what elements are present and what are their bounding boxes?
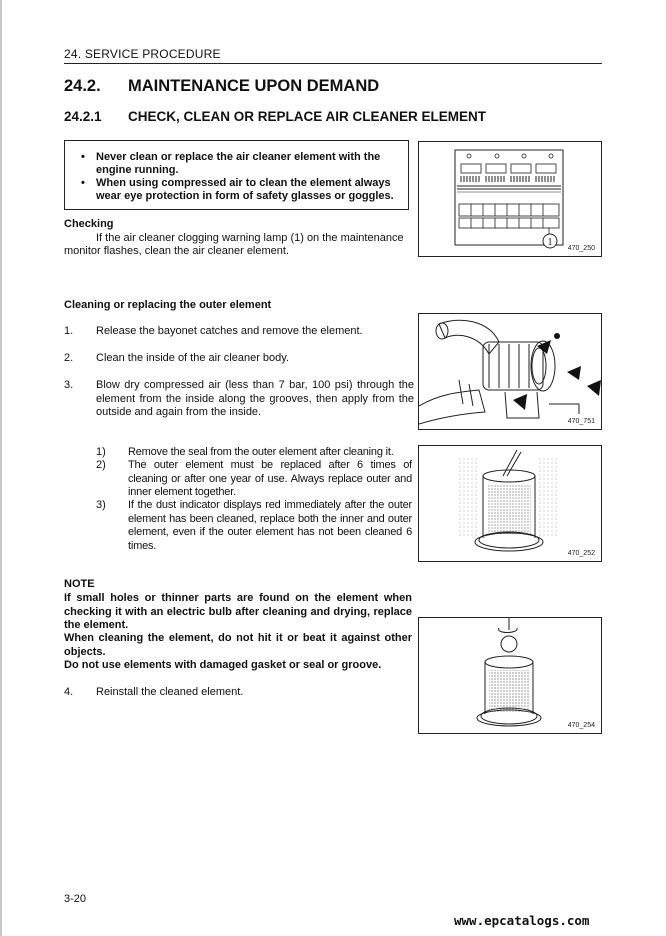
step-1 [64,325,414,339]
figure-caption: 470_254 [567,722,595,729]
checking-text-1: If the air cleaner clogging warning lamp (1) on the maintenance [96,232,404,244]
air-cleaner-housing-illustration [419,314,601,429]
substep-number: 2) [96,459,106,471]
page-edge-shadow [0,0,2,936]
substep-3 [96,499,412,553]
page-number: 3-20 [64,893,87,905]
substep-2 [96,459,412,500]
note-title: NOTE [64,578,95,590]
element-cleaning-illustration [419,446,601,561]
watermark: www.epcatalogs.com [454,913,590,928]
substep-1 [96,446,412,460]
step-number: 2. [64,352,74,364]
substep-number: 1) [96,446,106,458]
step-text: Release the bayonet catches and remove the element. [96,325,363,337]
checking-title: Checking [64,218,114,230]
step-4 [64,686,414,700]
figure-monitor [418,141,602,257]
step-number: 1. [64,325,74,337]
warning-item: • When using compressed air to clean the element always wear eye protection in form of safety glasses or goggles. [96,177,400,203]
substep-text: Remove the seal from the outer element after cleaning it. [128,446,394,458]
step-text: Blow dry compressed air (less than 7 bar, 100 psi) through the element from the inside along the grooves, then apply from the outside and again from the inside. [96,379,414,418]
warning-item: • Never clean or replace the air cleaner element with the engine running. [96,151,400,177]
heading1-number: 24.2. [64,77,101,95]
step-text: Clean the inside of the air cleaner body. [96,352,290,364]
header-rule [64,63,602,64]
substep-text: If the dust indicator displays red immediately after the outer element has been cleaned, replace both the inner and outer element, even if the outer element has not been cleaned 6 times. [128,499,412,552]
step-number: 3. [64,379,74,391]
heading2-number: 24.2.1 [64,109,102,124]
figure-caption: 470_250 [567,245,595,252]
callout-number: 1 [547,237,553,248]
section-header: 24. SERVICE PROCEDURE [64,47,221,61]
maintenance-monitor-illustration [419,142,601,256]
step-text: Reinstall the cleaned element. [96,686,244,698]
figure-element-cleaning [418,445,602,562]
substep-number: 3) [96,499,106,511]
figure-element-inspection [418,617,602,734]
note-line-2: When cleaning the element, do not hit it or beat it against other objects. [64,632,412,658]
step-number: 4. [64,686,74,698]
figure-caption: 470_751 [567,418,595,425]
step-2 [64,352,414,366]
substep-text: The outer element must be replaced after 6 times of cleaning or after one year of use. Always replace outer and inner element together. [128,459,412,498]
note-line-3: Do not use elements with damaged gasket or seal or groove. [64,659,382,671]
cleaning-title: Cleaning or replacing the outer element [64,299,272,311]
note-line-1: If small holes or thinner parts are found on the element when checking it with an electric bulb after cleaning and drying, replace the element. [64,592,412,631]
element-inspection-illustration [419,618,601,733]
heading1-title: MAINTENANCE UPON DEMAND [128,77,380,95]
checking-text-2: monitor flashes, clean the air cleaner element. [64,245,290,257]
step-3 [64,379,414,420]
warning-box [64,140,409,210]
heading2-title: CHECK, CLEAN OR REPLACE AIR CLEANER ELEMENT [128,109,487,124]
figure-air-cleaner-housing [418,313,602,430]
figure-caption: 470_252 [567,550,595,557]
